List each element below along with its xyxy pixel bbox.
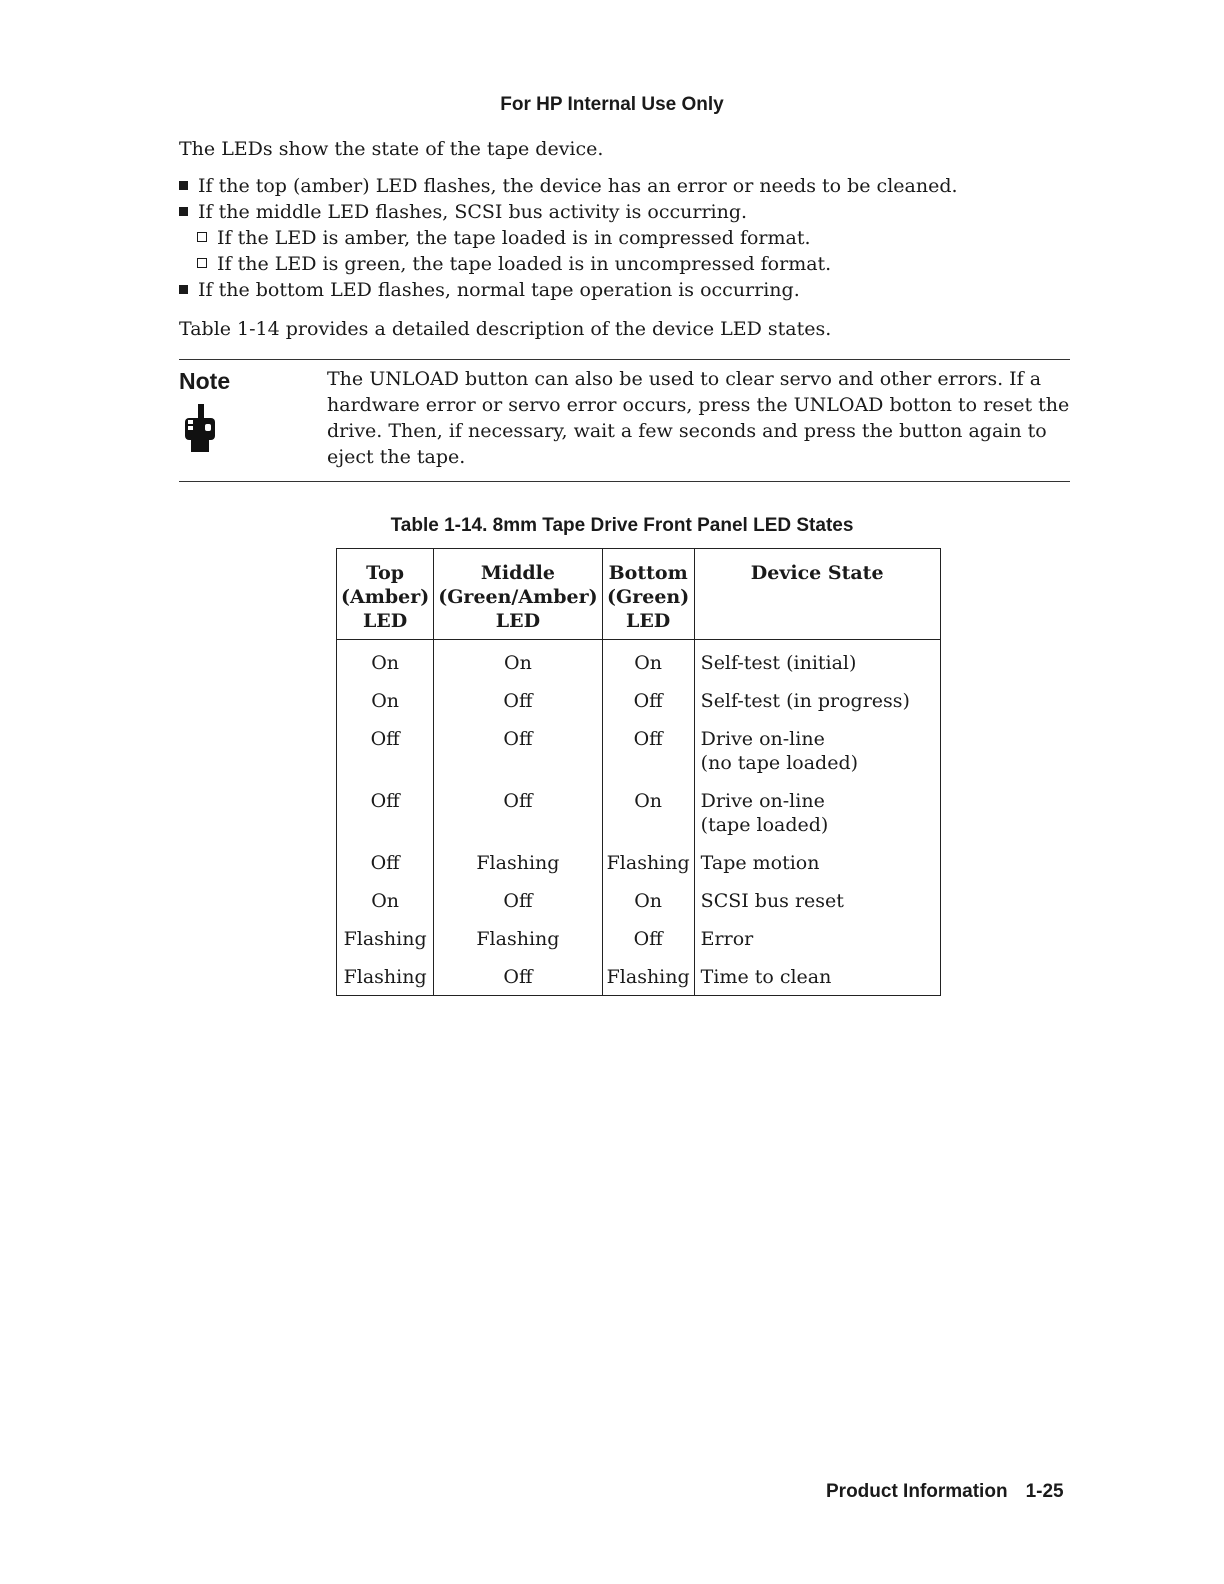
cell-top-led: Flashing <box>337 927 434 965</box>
cell-top-led: Off <box>337 789 434 851</box>
cell-device-state: SCSI bus reset <box>694 889 940 927</box>
note-text: The UNLOAD button can also be used to clear servo and other errors. If a hardware error or servo error occurs, press the UNLOAD botton to reset the drive. Then, if necessary, wait a few seconds and press the button again to eject the tape. <box>327 368 1070 468</box>
cell-device-state: Tape motion <box>694 851 940 889</box>
pointing-hand-icon <box>183 404 217 456</box>
bullet-list <box>179 173 958 303</box>
divider <box>179 481 1070 482</box>
intro-paragraph: The LEDs show the state of the tape device. <box>179 138 604 160</box>
table-row <box>337 727 941 789</box>
cell-device-state: Drive on-line (tape loaded) <box>694 789 940 851</box>
page-number: 1-25 <box>1025 1481 1064 1502</box>
list-item: If the top (amber) LED flashes, the device has an error or needs to be cleaned. <box>179 173 958 199</box>
cell-device-state: Time to clean <box>694 965 940 996</box>
cell-middle-led: Off <box>434 965 602 996</box>
cell-bottom-led: Flashing <box>602 965 694 996</box>
page-header: For HP Internal Use Only <box>500 94 724 115</box>
column-header-bottom-led: Bottom (Green) LED <box>602 549 694 640</box>
list-item: If the middle LED flashes, SCSI bus activity is occurring. <box>179 199 958 225</box>
square-bullet-icon <box>179 207 188 216</box>
table-row <box>337 889 941 927</box>
square-bullet-icon <box>179 285 188 294</box>
cell-device-state: Error <box>694 927 940 965</box>
cell-middle-led: Flashing <box>434 927 602 965</box>
table-row <box>337 965 941 996</box>
cell-bottom-led: On <box>602 889 694 927</box>
table-reference: Table 1-14 provides a detailed description of the device LED states. <box>179 318 832 340</box>
hollow-square-bullet-icon <box>197 232 207 242</box>
footer-section-title: Product Information <box>826 1481 1008 1502</box>
cell-top-led: On <box>337 640 434 690</box>
divider <box>179 359 1070 360</box>
note-label: Note <box>179 368 231 394</box>
cell-device-state: Self-test (in progress) <box>694 689 940 727</box>
page-footer <box>826 1481 1064 1503</box>
table-row <box>337 789 941 851</box>
cell-top-led: Off <box>337 727 434 789</box>
list-item: If the LED is amber, the tape loaded is in compressed format. <box>179 225 958 251</box>
cell-middle-led: Off <box>434 727 602 789</box>
cell-bottom-led: Flashing <box>602 851 694 889</box>
cell-top-led: On <box>337 889 434 927</box>
table-caption: Table 1-14. 8mm Tape Drive Front Panel LED States <box>390 515 854 536</box>
cell-middle-led: Off <box>434 689 602 727</box>
cell-bottom-led: Off <box>602 689 694 727</box>
table-row <box>337 689 941 727</box>
cell-bottom-led: Off <box>602 727 694 789</box>
cell-middle-led: Off <box>434 889 602 927</box>
hollow-square-bullet-icon <box>197 258 207 268</box>
cell-bottom-led: On <box>602 789 694 851</box>
cell-top-led: Off <box>337 851 434 889</box>
cell-bottom-led: Off <box>602 927 694 965</box>
cell-top-led: On <box>337 689 434 727</box>
cell-middle-led: On <box>434 640 602 690</box>
cell-top-led: Flashing <box>337 965 434 996</box>
cell-bottom-led: On <box>602 640 694 690</box>
table-row <box>337 927 941 965</box>
square-bullet-icon <box>179 181 188 190</box>
cell-device-state: Drive on-line (no tape loaded) <box>694 727 940 789</box>
list-item: If the bottom LED flashes, normal tape operation is occurring. <box>179 277 958 303</box>
table-row <box>337 640 941 690</box>
column-header-top-led: Top (Amber) LED <box>337 549 434 640</box>
cell-middle-led: Flashing <box>434 851 602 889</box>
column-header-device-state: Device State <box>694 549 940 640</box>
table-row <box>337 851 941 889</box>
led-states-table <box>336 548 941 996</box>
cell-device-state: Self-test (initial) <box>694 640 940 690</box>
cell-middle-led: Off <box>434 789 602 851</box>
list-item: If the LED is green, the tape loaded is in uncompressed format. <box>179 251 958 277</box>
column-header-middle-led: Middle (Green/Amber) LED <box>434 549 602 640</box>
